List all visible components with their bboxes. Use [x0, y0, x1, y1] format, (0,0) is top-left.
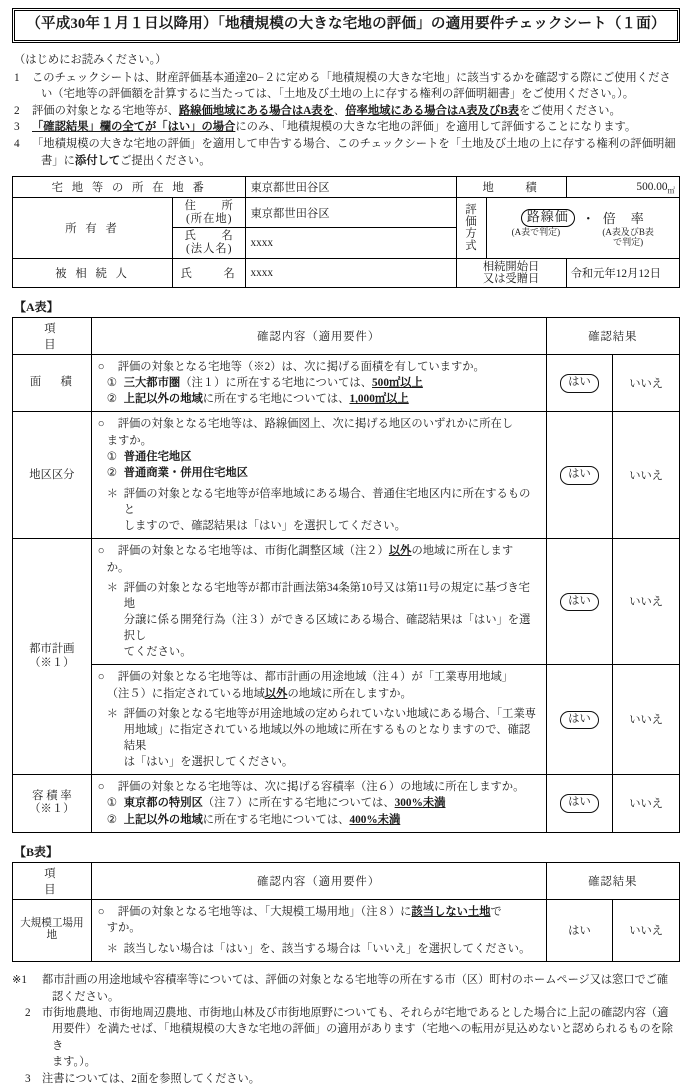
footnote-2-line2: 用要件）を満たせば、「地積規模の大きな宅地の評価」の適用があります（宅地への転用が見込めないと認められるものを除き — [52, 1023, 673, 1052]
answer-no-label: いいえ — [629, 924, 664, 937]
circle-bullet-icon: ○ — [97, 781, 105, 794]
sub2-mid: に所在する宅地については、 — [202, 393, 350, 406]
footnote-2-mark: 2 — [25, 1007, 31, 1020]
footnote-3-body — [42, 1071, 680, 1087]
content-main-line — [98, 669, 541, 685]
table-row — [13, 665, 680, 775]
answer-no-chiku[interactable] — [613, 412, 680, 539]
area-label: 地 積 — [456, 177, 566, 198]
note1-line1: 評価の対象となる宅地等が用途地域の定められていない地域にある場合、「工業専 — [123, 707, 537, 720]
content-main-line — [98, 779, 541, 795]
info-row-location — [13, 177, 680, 198]
main-ul: 該当しない土地 — [411, 905, 491, 918]
answer-yes-label: はい — [568, 924, 591, 937]
footnote-3-mark: 3 — [25, 1072, 31, 1085]
info-row-decedent — [13, 258, 680, 287]
owner-address-label — [173, 198, 246, 228]
answer-yes-selected: はい — [560, 794, 599, 813]
intro-4-c: ご提出ください。 — [120, 154, 211, 167]
note1-line3: てください。 — [123, 646, 192, 659]
sub2-pre: 上記以外の地域 — [123, 813, 203, 826]
circle-bullet-icon: ○ — [97, 671, 105, 684]
footnote-2-body — [42, 1005, 680, 1071]
content-sub-text-1 — [124, 795, 541, 811]
row-item-toshikeikaku-line2: （※１） — [29, 656, 75, 669]
answer-yes-selected: はい — [560, 711, 599, 730]
intro-item-1-line1: このチェックシートは、財産評価基本通達20−２に定める「地積規模の大きな宅地」に該当するかを確認する際にご使用くださ — [32, 71, 671, 84]
decedent-name-label: 氏 名 — [173, 258, 246, 287]
footnote-2-line1: 市街地農地、市街地周辺農地、市街地山林及び市街地原野についても、それらが宅地であるとした場合に上記の確認内容（適 — [42, 1007, 669, 1020]
note1-line2: しますので、確認結果は「はい」を選択してください。 — [123, 520, 406, 533]
page-title: （平成30年１月１日以降用）「地積規模の大きな宅地の評価」の適用要件チェックシート（１面） — [26, 16, 666, 32]
content-main-text-line2 — [98, 686, 541, 702]
content-sub-text-2: 普通商業・併用住宅地区 — [123, 466, 248, 479]
area-value[interactable] — [566, 177, 679, 198]
asterisk-icon: ＊ — [106, 581, 119, 594]
row-item-toshikeikaku — [13, 539, 92, 775]
content-sub-text-2 — [124, 391, 541, 407]
content-sub-line-2 — [98, 391, 541, 407]
answer-no-label: いいえ — [629, 377, 664, 390]
sub2-pre: 上記以外の地域 — [123, 393, 203, 406]
main-ul: 以外 — [388, 545, 412, 558]
answer-yes-yosekiritsu[interactable] — [546, 775, 613, 832]
method-note-bairitsu-line1: (A表及びB表 — [602, 227, 654, 238]
inheritance-date-label-line1: 相続開始日 — [482, 260, 540, 273]
circle-bullet-icon: ○ — [97, 418, 105, 431]
intro-heading: （はじめにお読みください。） — [14, 53, 167, 66]
answer-no-label: いいえ — [629, 596, 664, 609]
document-title-box — [12, 8, 680, 43]
intro-item-1-body — [32, 70, 680, 103]
main-a: 評価の対象となる宅地等は、「大規模工場用地」（注８）に — [117, 905, 412, 918]
intro-item-3-line1 — [32, 119, 680, 136]
row-content-yosekiritsu — [91, 775, 546, 832]
method-note-bairitsu — [602, 228, 654, 247]
answer-no-toshikeikaku-1[interactable] — [613, 539, 680, 665]
row-item-daikibo: 大規模工場用地 — [13, 899, 92, 961]
content-main-text — [118, 543, 541, 559]
location-value[interactable]: 東京都世田谷区 — [246, 177, 456, 198]
decedent-name-value[interactable]: xxxx — [246, 258, 456, 287]
number-1-icon: ① — [106, 377, 117, 390]
row-item-yosekiritsu-line1: 容 積 率 — [32, 789, 72, 802]
note1-line1: 評価の対象となる宅地等が倍率地域にある場合、普通住宅地区内に所在するものと — [123, 488, 531, 517]
asterisk-icon: ＊ — [106, 707, 119, 720]
content-note-line-1 — [98, 706, 541, 771]
method-char-2: 価 — [465, 215, 477, 228]
content-note-text-1 — [124, 706, 541, 771]
table-row — [13, 412, 680, 539]
answer-no-toshikeikaku-2[interactable] — [613, 665, 680, 775]
row-item-menseki: 面 積 — [13, 355, 92, 412]
method-char-4: 式 — [465, 240, 477, 253]
answer-no-label: いいえ — [629, 797, 664, 810]
content-sub-line-1 — [98, 375, 541, 391]
content-main-line — [98, 416, 541, 432]
intro-2-c: 、 — [333, 104, 346, 117]
answer-no-yosekiritsu[interactable] — [613, 775, 680, 832]
owner-name-label-line2: (法人名) — [186, 243, 233, 256]
content-main-text — [118, 904, 541, 920]
answer-yes-selected: はい — [560, 374, 599, 393]
table-a-header-row — [13, 318, 680, 355]
content-note-text-1: 該当しない場合は「はい」を、該当する場合は「いいえ」を選択してください。 — [123, 942, 531, 955]
answer-yes-toshikeikaku-1[interactable] — [546, 539, 613, 665]
owner-name-value[interactable]: xxxx — [246, 228, 456, 258]
footnote-3 — [12, 1071, 680, 1087]
content-main-line — [98, 543, 541, 559]
content-sub-line-2 — [98, 812, 541, 828]
table-b-header-result: 確認結果 — [546, 862, 679, 899]
method-note-bairitsu-line2: で判定) — [613, 236, 644, 247]
answer-no-menseki[interactable] — [613, 355, 680, 412]
owner-address-label-line2: (所在地) — [186, 212, 233, 225]
footnote-1-mark: ※1 — [12, 974, 27, 987]
row-item-toshikeikaku-line1: 都市計画 — [29, 643, 75, 656]
footnote-1-line1: 都市計画の用途地域や容積率等については、評価の対象となる宅地等の所在する市（区）町村のホームページ又は窓口でご確 — [42, 974, 669, 987]
content-note-text-1 — [124, 486, 541, 534]
owner-name-label-line1: 氏 名 — [184, 230, 234, 243]
content-main-line — [98, 359, 541, 375]
footnote-1-body — [42, 972, 680, 1005]
table-a-header-content: 確認内容（適用要件） — [91, 318, 546, 355]
row-content-chiku — [91, 412, 546, 539]
intro-2-e: をご使用ください。 — [519, 104, 621, 117]
intro-item-4-line2 — [32, 153, 680, 170]
note1-line2: 用地域」に指定されている地域以外の地域に所在するものとなりますので、確認結果 — [123, 723, 531, 752]
circle-bullet-icon: ○ — [97, 361, 105, 374]
note1-line3: は「はい」を選択してください。 — [123, 756, 294, 769]
intro-2-d: 倍率地域にある場合はA表及びB表 — [345, 104, 520, 117]
answer-no-label: いいえ — [629, 714, 664, 727]
row-item-yosekiritsu-line2: （※１） — [29, 803, 75, 816]
inheritance-date-label — [456, 258, 566, 287]
main-cont-ul: 以外 — [264, 687, 288, 700]
method-options-row — [491, 208, 675, 227]
method-separator: ・ — [581, 211, 596, 227]
content-main-text: 評価の対象となる宅地等は、都市計画の用途地域（注４）が「工業専用地域」 — [117, 671, 514, 684]
content-main-text-line2: ますか。 — [106, 434, 152, 447]
area-number: 500.00 — [636, 181, 668, 194]
footnote-1 — [12, 972, 680, 1005]
intro-4-b: 添付して — [74, 154, 121, 167]
answer-no-label: いいえ — [629, 469, 664, 482]
valuation-method-options — [486, 198, 679, 259]
intro-3-b: にのみ、「地積規模の大きな宅地の評価」を適用して評価することになります。 — [235, 121, 637, 134]
number-1-icon: ① — [106, 797, 117, 810]
note1-line2: 分譲に係る開発行為（注３）ができる区域にある場合、確認結果は「はい」を選択し — [123, 614, 531, 643]
intro-item-2-number: 2 — [14, 104, 20, 117]
intro-section — [12, 52, 680, 169]
footnotes-section — [12, 972, 680, 1087]
main-cont-a: （注５）に指定されている地域 — [106, 687, 265, 700]
intro-item-1-line2: い（宅地等の評価額を計算するに当たっては、「土地及び土地の上に存する権利の評価明細書」をご使用ください。）。 — [41, 88, 635, 101]
intro-item-2-line1 — [32, 103, 680, 120]
table-b-header-row — [13, 862, 680, 899]
owner-name-label — [173, 228, 246, 258]
method-notes-row — [491, 228, 675, 247]
circle-bullet-icon: ○ — [97, 905, 105, 918]
content-sub-text-2 — [124, 812, 541, 828]
footnote-2 — [12, 1005, 680, 1071]
sub1-ul: 300%未満 — [394, 797, 446, 810]
circle-bullet-icon: ○ — [97, 545, 105, 558]
intro-item-2-body — [32, 103, 680, 120]
content-main-text-line2: か。 — [106, 561, 130, 574]
table-row — [13, 355, 680, 412]
table-a-caption: 【A表】 — [14, 300, 59, 315]
info-row-owner-address — [13, 198, 680, 228]
table-row — [13, 899, 680, 961]
answer-yes-chiku[interactable] — [546, 412, 613, 539]
row-content-toshikeikaku-2 — [91, 665, 546, 775]
location-label: 宅 地 等 の 所 在 地 番 — [13, 177, 246, 198]
content-note-line-1 — [98, 580, 541, 661]
row-item-yosekiritsu — [13, 775, 92, 832]
owner-label: 所 有 者 — [13, 198, 173, 259]
table-a — [12, 317, 680, 833]
intro-2-b: 路線価地域にある場合はA表を — [178, 104, 334, 117]
answer-no-daikibo[interactable] — [613, 899, 680, 961]
note1-line1: 評価の対象となる宅地等が都市計画法第34条第10号又は第11号の規定に基づき宅地 — [123, 581, 530, 610]
main-a: 評価の対象となる宅地等は、市街化調整区域（注２） — [117, 545, 389, 558]
footnote-3-line1: 注書については、2面を参照してください。 — [42, 1072, 260, 1085]
asterisk-icon: ＊ — [106, 488, 119, 501]
intro-item-4-line1: 「地積規模の大きな宅地の評価」を適用して申告する場合、このチェックシートを「土地及び土地の上に存する権利の評価明細 — [32, 137, 676, 150]
intro-2-a: 評価の対象となる宅地等が、 — [32, 104, 179, 117]
table-b-caption: 【B表】 — [14, 844, 59, 859]
content-sub-text-1 — [124, 375, 541, 391]
sub1-mid: （注７）に所在する宅地については、 — [202, 797, 395, 810]
answer-yes-selected: はい — [560, 593, 599, 612]
content-main-text: 評価の対象となる宅地等（※2）は、次に掲げる面積を有していますか。 — [117, 361, 485, 374]
content-sub-line-2 — [98, 465, 541, 481]
intro-item-3 — [12, 119, 680, 136]
content-main-text-line1: 評価の対象となる宅地等は、路線価図上、次に掲げる地区のいずれかに所在し — [117, 418, 514, 431]
content-sub-line-1 — [98, 449, 541, 465]
decedent-label: 被 相 続 人 — [13, 258, 173, 287]
sub2-ul: 400%未満 — [349, 813, 401, 826]
row-content-daikibo — [91, 899, 546, 961]
intro-item-3-number: 3 — [14, 121, 20, 134]
content-note-text-1 — [124, 580, 541, 661]
owner-address-label-line1: 住 所 — [184, 200, 234, 213]
number-2-icon: ② — [106, 813, 117, 826]
content-main-text — [118, 416, 541, 432]
table-b-header-item: 項 目 — [13, 862, 92, 899]
sub1-pre: 東京都の特別区 — [123, 797, 203, 810]
method-option-bairitsu[interactable]: 倍 率 — [602, 211, 645, 227]
valuation-method-label — [456, 198, 486, 259]
answer-yes-menseki[interactable] — [546, 355, 613, 412]
table-b-header-content: 確認内容（適用要件） — [91, 862, 546, 899]
answer-yes-daikibo[interactable] — [546, 899, 613, 961]
table-b — [12, 862, 680, 962]
main-b: で — [490, 905, 502, 918]
inheritance-date-value[interactable]: 令和元年12月12日 — [566, 258, 679, 287]
content-main-line — [98, 904, 541, 920]
main-cont-b: の地域に所在しますか。 — [287, 687, 412, 700]
sub2-mid: に所在する宅地については、 — [202, 813, 350, 826]
intro-4-a: 書」に — [41, 154, 75, 167]
table-row — [13, 539, 680, 665]
sub1-ul: 500㎡以上 — [372, 377, 423, 390]
answer-yes-selected: はい — [560, 466, 599, 485]
row-item-chiku: 地区区分 — [13, 412, 92, 539]
property-info-table — [12, 176, 680, 288]
intro-item-1 — [12, 70, 680, 103]
number-2-icon: ② — [106, 393, 117, 406]
table-a-header-result: 確認結果 — [546, 318, 679, 355]
method-option-rosenka[interactable]: 路線価 — [521, 209, 575, 227]
main-b: の地域に所在します — [411, 545, 514, 558]
content-note-line-1 — [98, 941, 541, 957]
content-sub-text-1: 普通住宅地区 — [123, 450, 192, 463]
intro-item-4-number: 4 — [14, 137, 20, 150]
method-char-3: 方 — [465, 227, 477, 240]
intro-item-2 — [12, 103, 680, 120]
intro-item-3-body — [32, 119, 680, 136]
method-char-1: 評 — [465, 203, 477, 216]
content-main-text: 評価の対象となる宅地等は、次に掲げる容積率（注６）の地域に所在しますか。 — [117, 781, 525, 794]
row-content-menseki — [91, 355, 546, 412]
inheritance-date-label-line2: 又は受贈日 — [482, 272, 540, 285]
content-main-text-line2: すか。 — [106, 921, 141, 934]
content-sub-line-1 — [98, 795, 541, 811]
sub1-mid: （注１）に所在する宅地については、 — [180, 377, 373, 390]
row-content-toshikeikaku-1 — [91, 539, 546, 665]
sub1-pre: 三大都市圏 — [123, 377, 181, 390]
method-note-rosenka: (A表で判定) — [511, 227, 561, 238]
answer-yes-toshikeikaku-2[interactable] — [546, 665, 613, 775]
content-note-line-1 — [98, 486, 541, 534]
intro-item-4 — [12, 136, 680, 169]
owner-address-value[interactable]: 東京都世田谷区 — [246, 198, 456, 228]
sub2-ul: 1,000㎡以上 — [349, 393, 409, 406]
asterisk-icon: ＊ — [106, 942, 119, 955]
intro-item-4-body — [32, 136, 680, 169]
number-1-icon: ① — [106, 450, 117, 463]
footnote-2-line3: ます。）。 — [52, 1056, 96, 1069]
table-row — [13, 775, 680, 832]
intro-item-1-number: 1 — [14, 71, 20, 84]
number-2-icon: ② — [106, 466, 117, 479]
area-unit: ㎡ — [667, 186, 675, 196]
intro-3-a: 「確認結果」欄の全てが「はい」の場合 — [32, 121, 236, 134]
table-a-header-item: 項 目 — [13, 318, 92, 355]
footnote-1-line2: 認ください。 — [52, 990, 120, 1003]
